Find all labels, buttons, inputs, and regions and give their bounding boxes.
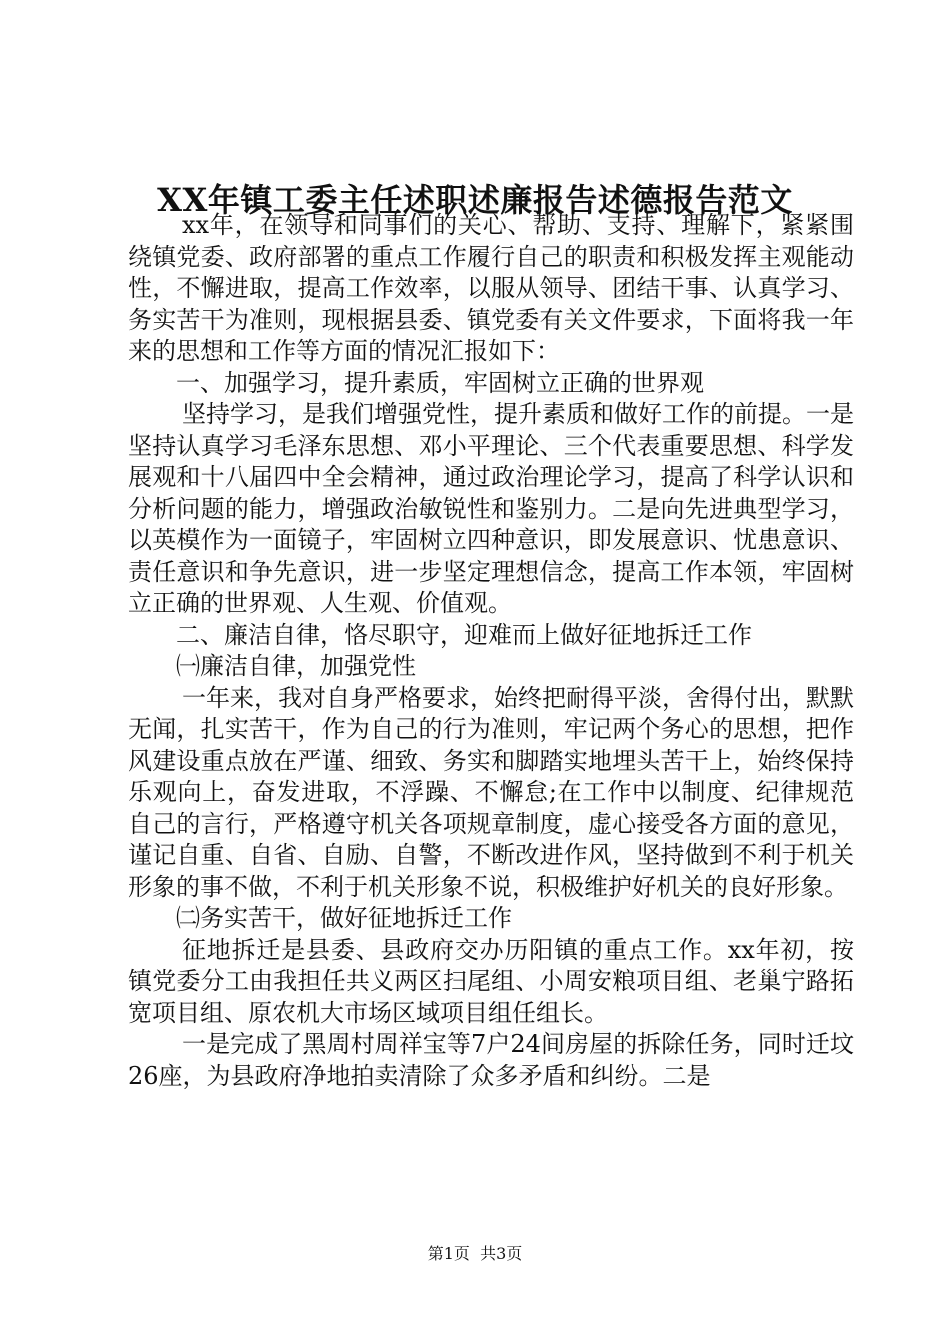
paragraph-study: 坚持学习，是我们增强党性，提升素质和做好工作的前提。一是坚持认真学习毛泽东思想、邓小平理论、三个代表重要思想、科学发展观和十八届四中全会精神，通过政治理论学习，提高了科学认识和分析问题的能力，增强政治敏锐性和鉴别力。二是向先进典型学习，以英模作为一面镜子，牢固树立四种意识，即发展意识、忧患意识、责任意识和争先意识，进一步坚定理想信念，提高工作本领，牢固树立正确的世界观、人生观、价值观。 [128, 400, 854, 617]
section-heading-2: 二、廉洁自律，恪尽职守，迎难而上做好征地拆迁工作 [176, 620, 752, 649]
paragraph-achievements: 一是完成了黑周村周祥宝等7户24间房屋的拆除任务，同时迁坟26座，为县政府净地拍卖清除了众多矛盾和纠纷。二是 [128, 1030, 854, 1090]
subsection-heading-1: ㈠廉洁自律，加强党性 [176, 652, 416, 680]
document-body [128, 210, 854, 1092]
paragraph-intro: xx年，在领导和同事们的关心、帮助、支持、理解下，紧紧围绕镇党委、政府部署的重点工作履行自己的职责和积极发挥主观能动性，不懈进取，提高工作效率，以服从领导、团结干事、认真学习、务实苦干为准则，现根据县委、镇党委有关文件要求，下面将我一年来的思想和工作等方面的情况汇报如下： [128, 211, 854, 365]
subsection-heading-2: ㈡务实苦干，做好征地拆迁工作 [176, 904, 512, 932]
page-footer: 第1页 共3页 [427, 1244, 523, 1263]
paragraph-integrity: 一年来，我对自身严格要求，始终把耐得平淡，舍得付出，默默无闻，扎实苦干，作为自己的行为准则，牢记两个务心的思想，把作风建设重点放在严谨、细致、务实和脚踏实地埋头苦干上，始终保持乐观向上，奋发进取，不浮躁、不懈怠;在工作中以制度、纪律规范自己的言行，严格遵守机关各项规章制度，虚心接受各方面的意见，谨记自重、自省、自励、自警，不断改进作风，坚持做到不利于机关形象的事不做，不利于机关形象不说，积极维护好机关的良好形象。 [128, 683, 854, 901]
paragraph-demolition: 征地拆迁是县委、县政府交办历阳镇的重点工作。xx年初，按镇党委分工由我担任共义两区扫尾组、小周安粮项目组、老巢宁路拓宽项目组、原农机大市场区域项目组任组长。 [128, 935, 854, 1027]
section-heading-1: 一、加强学习，提升素质，牢固树立正确的世界观 [176, 368, 704, 397]
document-title: XX年镇工委主任述职述廉报告述德报告范文 [157, 181, 793, 219]
